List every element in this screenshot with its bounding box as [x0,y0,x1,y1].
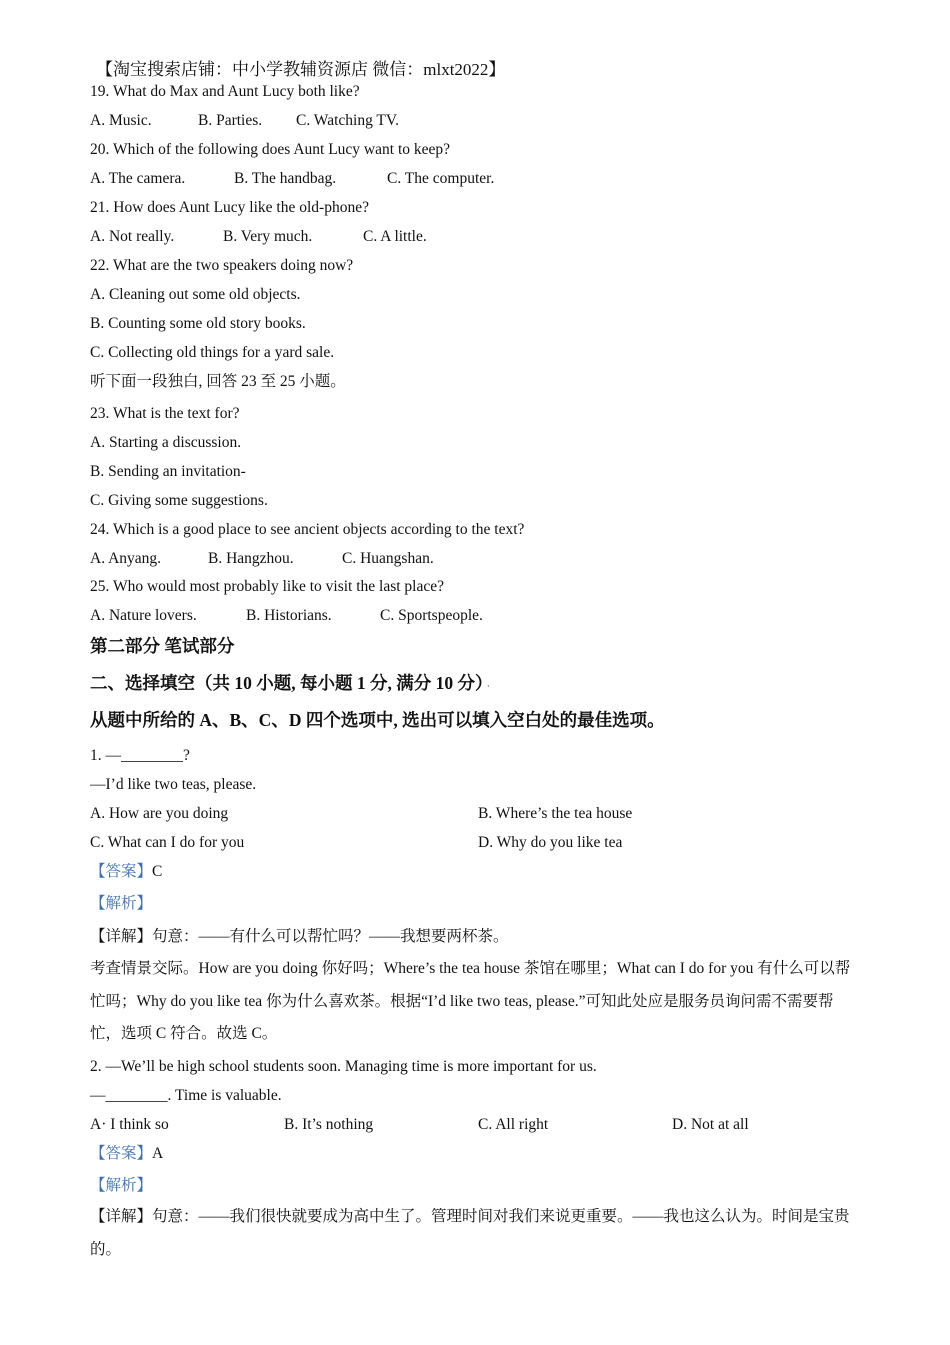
question-22: 22. What are the two speakers doing now? [90,257,354,274]
option-1-c: C. What can I do for you [90,834,245,851]
option-25-b: B. Historians. [246,607,332,624]
option-20-b: B. The handbag. [234,170,337,187]
option-20-c: C. The computer. [387,170,495,187]
option-2-a: A· I think so [90,1116,169,1133]
section-mark: · [486,681,490,691]
item-2-line-2: —________. Time is valuable. [90,1087,282,1104]
item-1-explanation: 考查情景交际。How are you doing 你好吗；Where’s the tea house 茶馆在哪里；What can I do for you 有什么可以帮忙吗；Why do you like tea 你为什么喜欢茶。根据“I’d like two teas, please.”可知此处应是服务员询问需不需要帮忙，选项 C 符合。故选 C。 [90,960,851,1042]
option-1-b: B. Where’s the tea house [478,805,633,822]
item-1-detail [90,927,509,947]
option-21-c: C. A little. [363,228,427,245]
option-1-d: D. Why do you like tea [478,834,623,851]
item-1-line-1: 1. —________? [90,747,190,764]
option-24-b: B. Hangzhou. [208,550,294,567]
answer-value: A [152,1145,164,1162]
option-24-a: A. Anyang. [90,550,162,567]
option-21-a: A. Not really. [90,228,175,245]
section-title: 二、选择填空（共 10 小题, 每小题 1 分, 满分 10 分） · [90,673,490,693]
question-21: 21. How does Aunt Lucy like the old-phone? [90,199,369,216]
option-23-c: C. Giving some suggestions. [90,492,268,509]
item-1-line-2: —I’d like two teas, please. [90,776,257,793]
option-19-a: A. Music. [90,112,152,129]
item-1-analysis [90,894,152,914]
detail-tag: 【详解】 [90,928,153,945]
option-23-b: B. Sending an invitation- [90,463,246,480]
section-instruction: 从题中所给的 A、B、C、D 四个选项中, 选出可以填入空白处的最佳选项。 [90,710,665,730]
option-25-c: C. Sportspeople. [380,607,483,624]
option-24-c: C. Huangshan. [342,550,434,567]
option-21-b: B. Very much. [223,228,313,245]
option-19-c: C. Watching TV. [296,112,399,129]
question-24: 24. Which is a good place to see ancient objects according to the text? [90,521,525,538]
answer-value: C [152,863,163,880]
option-2-c: C. All right [478,1116,549,1133]
item-2-detail [90,1201,862,1266]
option-2-b: B. It’s nothing [284,1116,374,1133]
detail-text: 句意：——我们很快就要成为高中生了。管理时间对我们来说更重要。——我也这么认为。时间是宝贵的。 [90,1208,850,1258]
option-22-b: B. Counting some old story books. [90,315,306,332]
option-22-c: C. Collecting old things for a yard sale. [90,344,335,361]
option-2-d: D. Not at all [672,1116,749,1133]
item-1-answer [90,862,162,882]
option-25-a: A. Nature lovers. [90,607,197,624]
question-25: 25. Who would most probably like to visit the last place? [90,578,445,595]
item-2-analysis [90,1176,152,1196]
answer-tag: 【答案】 [90,863,153,880]
analysis-tag: 【解析】 [90,1177,153,1194]
detail-tag: 【详解】 [90,1208,153,1225]
option-22-a: A. Cleaning out some old objects. [90,286,301,303]
question-19: 19. What do Max and Aunt Lucy both like? [90,83,360,100]
analysis-tag: 【解析】 [90,895,153,912]
question-20: 20. Which of the following does Aunt Lucy want to keep? [90,141,451,158]
option-23-a: A. Starting a discussion. [90,434,242,451]
answer-tag: 【答案】 [90,1145,153,1162]
detail-text: 句意：——有什么可以帮忙吗？——我想要两杯茶。 [152,928,509,945]
monologue-note: 听下面一段独白, 回答 23 至 25 小题。 [90,373,346,390]
item-2-answer [90,1144,163,1164]
option-19-b: B. Parties. [198,112,263,129]
item-2-line-1: 2. —We’ll be high school students soon. Managing time is more important for us. [90,1058,597,1075]
option-20-a: A. The camera. [90,170,186,187]
question-23: 23. What is the text for? [90,405,240,422]
option-1-a: A. How are you doing [90,805,229,822]
part2-title: 第二部分 笔试部分 [90,636,235,656]
shop-header: 【淘宝搜索店铺：中小学教辅资源店 微信：mlxt2022】 [96,60,506,79]
